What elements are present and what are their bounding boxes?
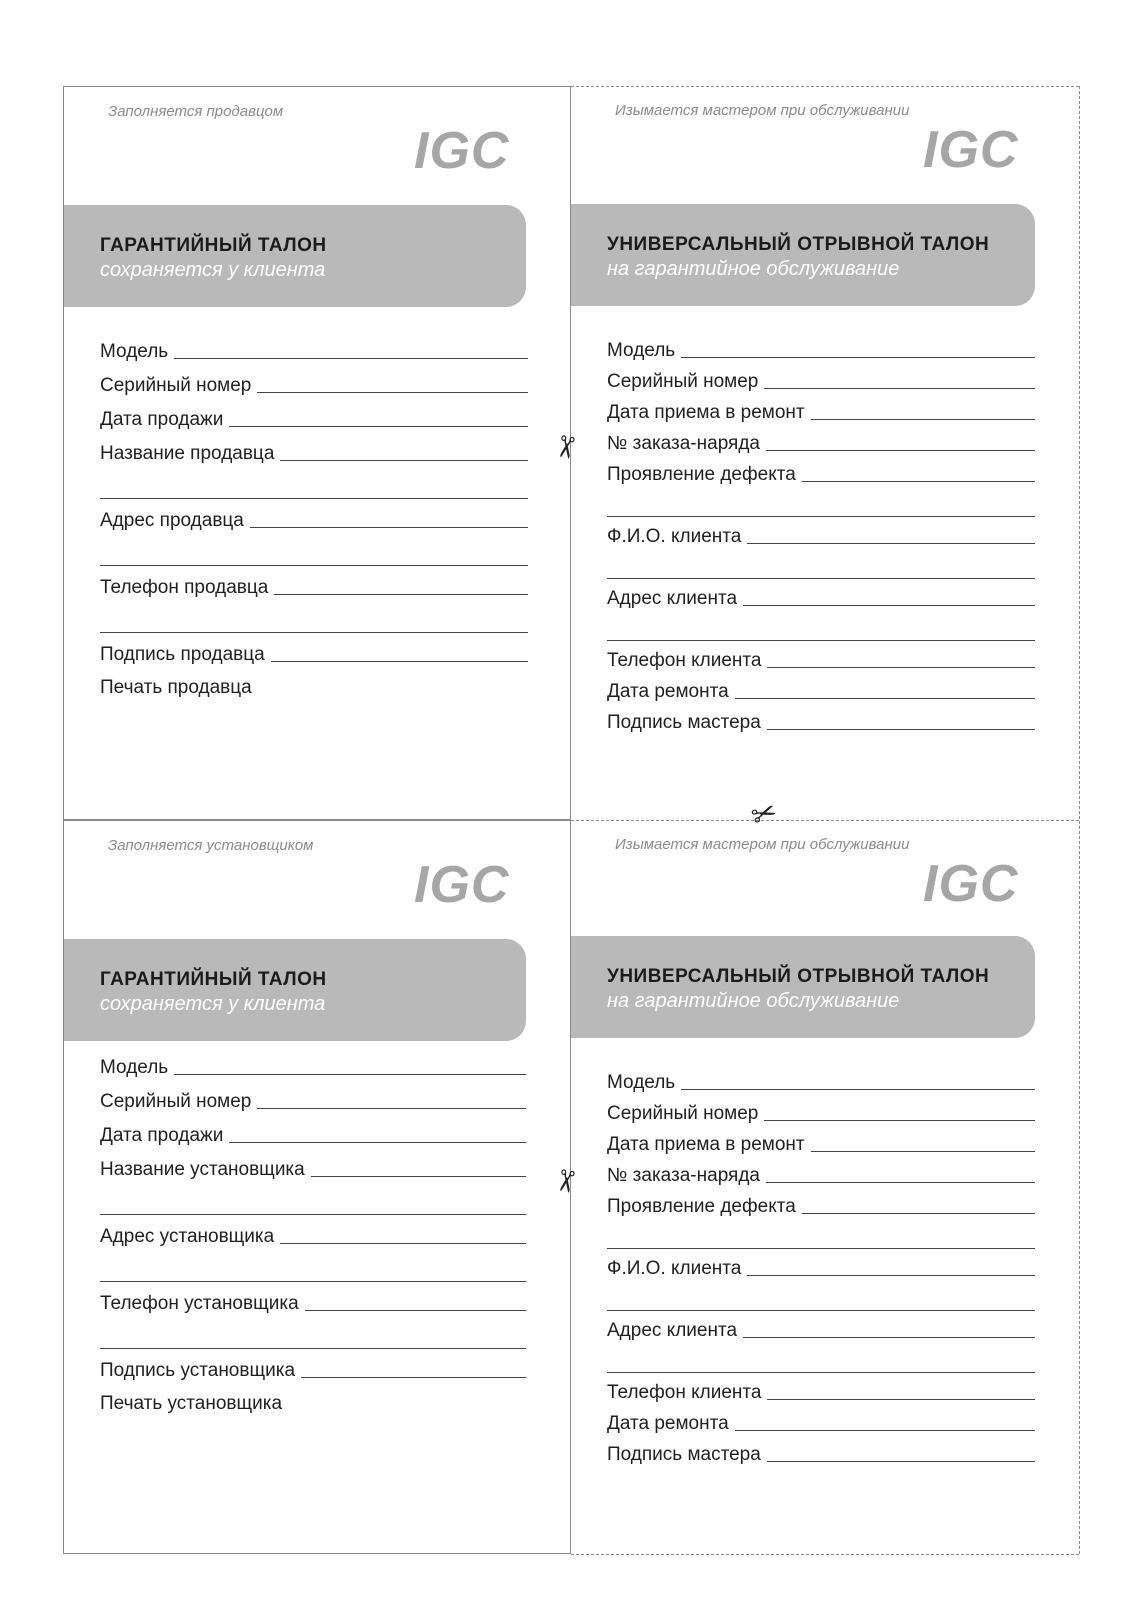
repair-intake-date-field[interactable]: Дата приема в ремонт [607,402,1035,424]
extra-line[interactable] [607,1310,1035,1311]
scissors-icon: ✂ [546,431,584,463]
client-phone-field[interactable]: Телефон клиента [607,650,1035,672]
repair-intake-date-field[interactable]: Дата приема в ремонт [607,1134,1035,1156]
removal-note: Изымается мастером при обслуживании [615,102,910,119]
card-subtitle: сохраняется у клиента [100,259,326,281]
tear-off-coupon-bottom [571,820,1079,1554]
right-dashed-edge [1079,86,1080,1554]
master-signature-field[interactable]: Подпись мастера [607,712,1035,734]
extra-line[interactable] [607,1372,1035,1373]
serial-number-field[interactable]: Серийный номер [607,371,1035,393]
work-order-number-field[interactable]: № заказа-наряда [607,433,1035,455]
repair-date-field[interactable]: Дата ремонта [607,1413,1035,1435]
model-field[interactable]: Модель [607,340,1035,362]
removal-note: Изымается мастером при обслуживании [615,836,910,853]
igc-logo: IGC [923,855,1019,913]
installer-stamp-label: Печать установщика [100,1393,283,1414]
extra-line[interactable] [100,565,528,566]
client-name-field[interactable]: Ф.И.О. клиента [607,1258,1035,1280]
extra-line[interactable] [100,632,528,633]
igc-logo: IGC [414,856,510,914]
installer-warranty-card [63,820,571,1554]
card-title: ГАРАНТИЙНЫЙ ТАЛОН [100,235,327,256]
igc-logo: IGC [414,122,510,180]
client-address-field[interactable]: Адрес клиента [607,1320,1035,1342]
extra-line[interactable] [607,1248,1035,1249]
card-subtitle: сохраняется у клиента [100,993,326,1015]
installer-address-field[interactable]: Адрес установщика [100,1226,526,1248]
card-subtitle: на гарантийное обслуживание [607,990,900,1012]
client-phone-field[interactable]: Телефон клиента [607,1382,1035,1404]
serial-number-field[interactable]: Серийный номер [100,1091,526,1113]
work-order-number-field[interactable]: № заказа-наряда [607,1165,1035,1187]
scissors-icon: ✂ [746,794,782,835]
title-banner [571,936,1035,1038]
extra-line[interactable] [607,578,1035,579]
extra-line[interactable] [100,1281,526,1282]
extra-line[interactable] [100,498,528,499]
extra-line[interactable] [607,516,1035,517]
installer-name-field[interactable]: Название установщика [100,1159,526,1181]
title-banner [571,204,1035,306]
card-subtitle: на гарантийное обслуживание [607,258,900,280]
seller-address-field[interactable]: Адрес продавца [100,510,528,532]
installer-phone-field[interactable]: Телефон установщика [100,1293,526,1315]
sale-date-field[interactable]: Дата продажи [100,409,528,431]
master-signature-field[interactable]: Подпись мастера [607,1444,1035,1466]
client-name-field[interactable]: Ф.И.О. клиента [607,526,1035,548]
repair-date-field[interactable]: Дата ремонта [607,681,1035,703]
sale-date-field[interactable]: Дата продажи [100,1125,526,1147]
defect-field[interactable]: Проявление дефекта [607,1196,1035,1218]
igc-logo: IGC [923,121,1019,179]
card-title: УНИВЕРСАЛЬНЫЙ ОТРЫВНОЙ ТАЛОН [607,966,990,987]
bottom-dashed-edge [571,1554,1079,1555]
installer-signature-field[interactable]: Подпись установщика [100,1360,526,1382]
title-banner [64,205,526,307]
seller-stamp-label: Печать продавца [100,677,252,698]
extra-line[interactable] [100,1348,526,1349]
client-address-field[interactable]: Адрес клиента [607,588,1035,610]
tear-off-coupon-top [571,86,1079,820]
seller-warranty-card [63,86,571,820]
serial-number-field[interactable]: Серийный номер [607,1103,1035,1125]
seller-signature-field[interactable]: Подпись продавца [100,644,528,666]
seller-name-field[interactable]: Название продавца [100,443,528,465]
title-banner [64,939,526,1041]
seller-phone-field[interactable]: Телефон продавца [100,577,528,599]
model-field[interactable]: Модель [100,341,528,363]
fill-note: Заполняется продавцом [108,103,284,120]
model-field[interactable]: Модель [607,1072,1035,1094]
fill-note: Заполняется установщиком [108,837,314,854]
model-field[interactable]: Модель [100,1057,526,1079]
serial-number-field[interactable]: Серийный номер [100,375,528,397]
card-title: ГАРАНТИЙНЫЙ ТАЛОН [100,969,327,990]
scissors-icon: ✂ [546,1165,584,1197]
card-title: УНИВЕРСАЛЬНЫЙ ОТРЫВНОЙ ТАЛОН [607,234,990,255]
extra-line[interactable] [607,640,1035,641]
defect-field[interactable]: Проявление дефекта [607,464,1035,486]
extra-line[interactable] [100,1214,526,1215]
